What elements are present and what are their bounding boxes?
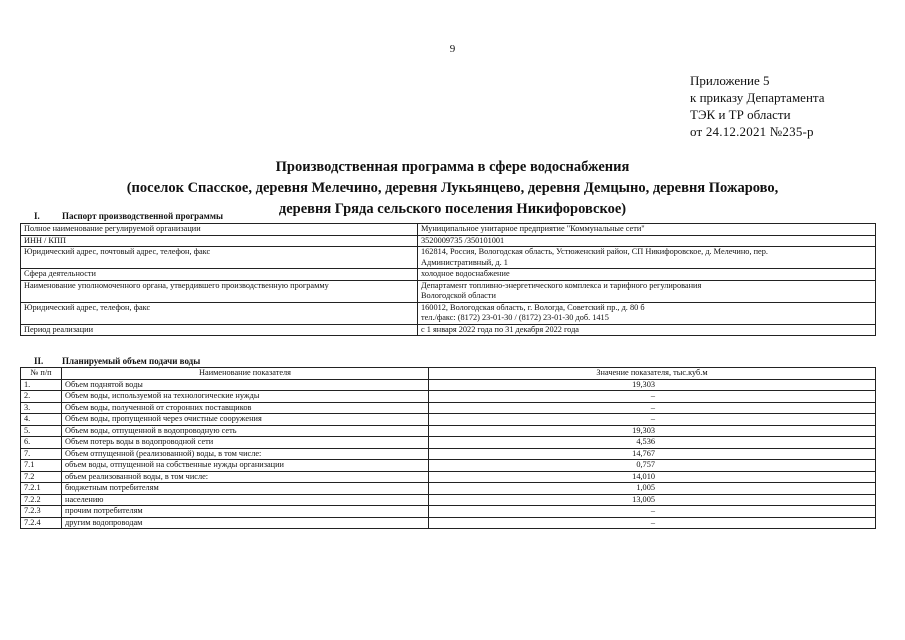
- table-row: [21, 471, 876, 483]
- row-value: 19,303: [429, 425, 876, 437]
- row-name: бюджетным потребителям: [62, 483, 429, 495]
- row-name: Объем воды, отпущенной в водопроводную сеть: [62, 425, 429, 437]
- row-number: 7.2.2: [21, 494, 62, 506]
- section-2-title: Планируемый объем подачи воды: [62, 356, 201, 366]
- section-2-heading: [34, 356, 200, 366]
- table-row: [21, 324, 876, 336]
- appendix-line-3: ТЭК и ТР области: [690, 107, 791, 122]
- passport-key: Сфера деятельности: [21, 269, 418, 281]
- row-value: 0,757: [429, 460, 876, 472]
- table-header-row: [21, 368, 876, 380]
- row-value: 4,536: [429, 437, 876, 449]
- row-name: Объем воды, полученной от сторонних поставщиков: [62, 402, 429, 414]
- table-row: [21, 402, 876, 414]
- passport-value-line: тел./факс: (8172) 23-01-30 / (8172) 23-01-30 доб. 1415: [421, 313, 609, 322]
- row-name: объем реализованной воды, в том числе:: [62, 471, 429, 483]
- table-row: [21, 414, 876, 426]
- passport-value: [418, 280, 876, 302]
- row-number: 7.2: [21, 471, 62, 483]
- table-row: [21, 379, 876, 391]
- table-row: [21, 280, 876, 302]
- table-row: [21, 247, 876, 269]
- table-row: [21, 494, 876, 506]
- passport-value-line: 162814, Россия, Вологодская область, Устюженский район, СП Никифоровское, д. Мелечино, пер.: [421, 247, 768, 256]
- table-row: [21, 437, 876, 449]
- row-value: 13,005: [429, 494, 876, 506]
- table-row: [21, 425, 876, 437]
- header-name: Наименование показателя: [62, 368, 429, 380]
- row-value: 1,005: [429, 483, 876, 495]
- passport-value: [418, 224, 876, 236]
- title-line-1: Производственная программа в сфере водоснабжения: [275, 159, 630, 175]
- title-line-3: деревня Гряда сельского поселения Никифоровское): [278, 201, 627, 217]
- passport-value: [418, 302, 876, 324]
- table-row: [21, 448, 876, 460]
- passport-value-line: Департамент топливно-энергетического комплекса и тарифного регулирования: [421, 280, 702, 290]
- row-value: 14,767: [429, 448, 876, 460]
- row-number: 3.: [21, 402, 62, 414]
- row-number: 2.: [21, 391, 62, 403]
- passport-value: [418, 269, 876, 281]
- appendix-line-2: к приказу Департамента: [690, 90, 825, 105]
- header-number: № п/п: [21, 368, 62, 380]
- row-value: –: [429, 517, 876, 529]
- passport-value-line: Вологодской области: [421, 291, 496, 300]
- passport-value-line: 3520009735 /350101001: [421, 235, 505, 245]
- appendix-line-4: от 24.12.2021 №235-р: [690, 124, 814, 139]
- appendix-line-1: Приложение 5: [690, 73, 770, 88]
- row-value: –: [429, 506, 876, 518]
- table-row: [21, 269, 876, 281]
- section-1-number: I.: [34, 211, 40, 221]
- table-row: [21, 517, 876, 529]
- row-number: 7.1: [21, 460, 62, 472]
- row-name: объем воды, отпущенной на собственные нужды организации: [62, 460, 429, 472]
- table-row: [21, 224, 876, 236]
- row-name: прочим потребителям: [62, 506, 429, 518]
- row-value: 19,303: [429, 379, 876, 391]
- water-volume-table: [20, 367, 876, 529]
- row-name: Объем отпущенной (реализованной) воды, в том числе:: [62, 448, 429, 460]
- row-value: –: [429, 414, 876, 426]
- passport-value: [418, 235, 876, 247]
- row-number: 6.: [21, 437, 62, 449]
- table-row: [21, 483, 876, 495]
- row-name: населению: [62, 494, 429, 506]
- passport-table: [20, 223, 876, 336]
- passport-key: Наименование уполномоченного органа, утвердившего производственную программу: [21, 280, 418, 302]
- row-value: 14,010: [429, 471, 876, 483]
- row-number: 7.2.3: [21, 506, 62, 518]
- passport-key: Полное наименование регулируемой организации: [21, 224, 418, 236]
- passport-key: ИНН / КПП: [21, 235, 418, 247]
- row-name: Объем воды, пропущенной через очистные сооружения: [62, 414, 429, 426]
- table-row: [21, 391, 876, 403]
- row-number: 5.: [21, 425, 62, 437]
- table-row: [21, 235, 876, 247]
- row-name: другим водопроводам: [62, 517, 429, 529]
- section-1-title: Паспорт производственной программы: [62, 211, 223, 221]
- passport-value-line: Административный, д. 1: [421, 257, 508, 267]
- passport-key: Период реализации: [21, 324, 418, 336]
- passport-value: [418, 324, 876, 336]
- passport-value-line: Муниципальное унитарное предприятие "Коммунальные сети": [421, 224, 645, 233]
- section-2-number: II.: [34, 356, 44, 366]
- table-row: [21, 302, 876, 324]
- row-number: 7.2.1: [21, 483, 62, 495]
- row-number: 4.: [21, 414, 62, 426]
- row-value: –: [429, 391, 876, 403]
- title-line-2: (поселок Спасское, деревня Мелечино, деревня Лукьянцево, деревня Демцыно, деревня Пожарово,: [126, 180, 779, 196]
- header-value: Значение показателя, тыс.куб.м: [429, 368, 876, 380]
- section-1-heading: [34, 211, 223, 221]
- table-row: [21, 506, 876, 518]
- row-name: Объем потерь воды в водопроводной сети: [62, 437, 429, 449]
- page-number: 9: [449, 43, 456, 55]
- row-name: Объем поднятой воды: [62, 379, 429, 391]
- table-row: [21, 460, 876, 472]
- row-number: 7.: [21, 448, 62, 460]
- passport-value-line: холодное водоснабжение: [421, 269, 510, 278]
- passport-value-line: 160012, Вологодская область, г. Вологда, Советский пр., д. 80 б: [421, 302, 645, 312]
- row-value: –: [429, 402, 876, 414]
- appendix-block: [690, 72, 825, 140]
- row-number: 1.: [21, 379, 62, 391]
- row-name: Объем воды, используемой на технологические нужды: [62, 391, 429, 403]
- passport-key: Юридический адрес, телефон, факс: [21, 302, 418, 324]
- passport-value: [418, 247, 876, 269]
- passport-value-line: с 1 января 2022 года по 31 декабря 2022 года: [421, 324, 579, 334]
- passport-key: Юридический адрес, почтовый адрес, телефон, факс: [21, 247, 418, 269]
- row-number: 7.2.4: [21, 517, 62, 529]
